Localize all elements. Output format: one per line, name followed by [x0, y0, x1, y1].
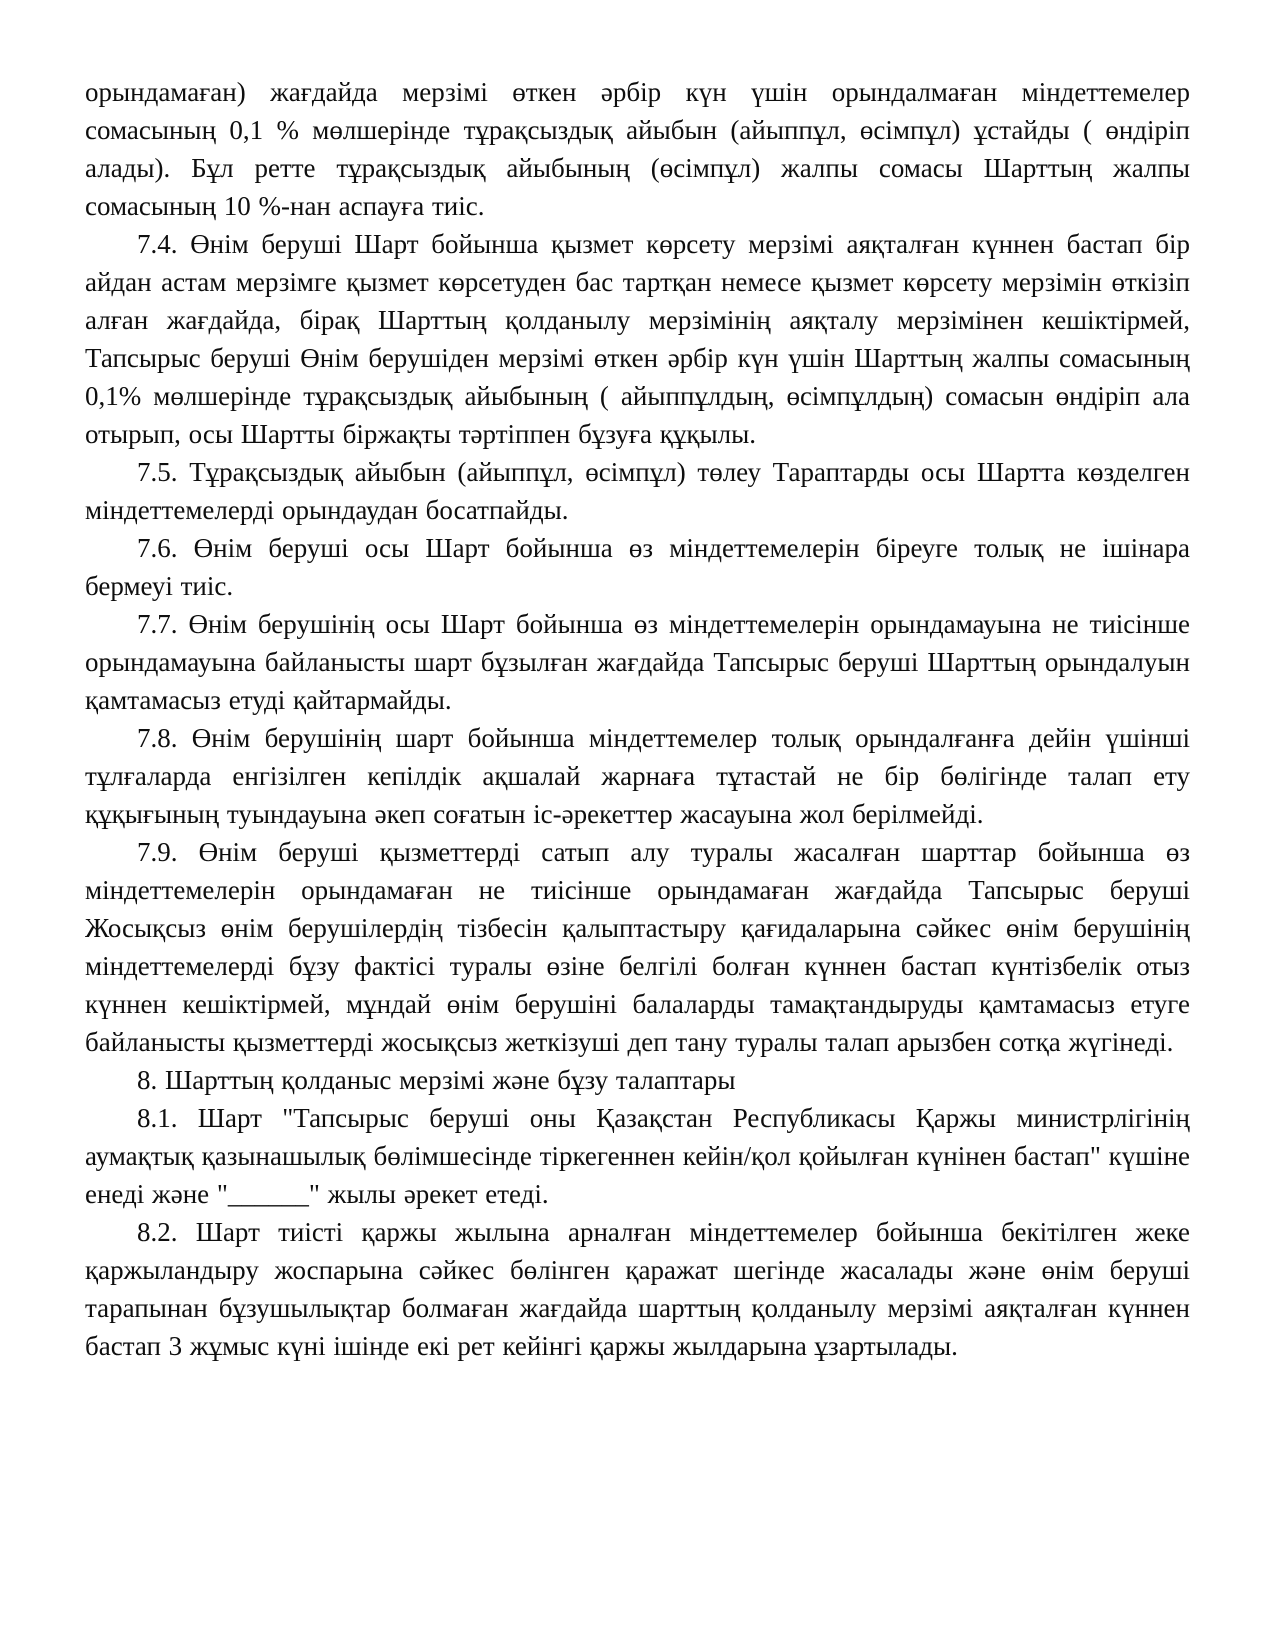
clause-7-4: 7.4. Өнім беруші Шарт бойынша қызмет көрсету мерзімі аяқталған күннен бастап бір айдан астам мерзімге қызмет көрсетуден бас тартқан немесе қызмет көрсету мерзімін өткізіп алған жағдайда, бірақ Шарттың қолданылу мерзімінің аяқталу мерзімінен кешіктірмей, Тапсырыс беруші Өнім берушіден мерзімі өткен әрбір күн үшін Шарттың жалпы сомасының 0,1% мөлшерінде тұрақсыздық айыбының ( айыппұлдың, өсімпұлдың) сомасын өндіріп ала отырып, осы Шартты біржақты тәртіппен бұзуға құқылы. — [85, 229, 1190, 449]
clause-7-7: 7.7. Өнім берушінің осы Шарт бойынша өз міндеттемелерін орындамауына не тиісінше орындамауына байланысты шарт бұзылған жағдайда Тапсырыс беруші Шарттың орындалуын қамтамасыз етуді қайтармайды. — [85, 609, 1190, 715]
document-text-block — [85, 73, 1190, 1365]
clause-7-6: 7.6. Өнім беруші осы Шарт бойынша өз міндеттемелерін біреуге толық не ішінара бермеуі тиіс. — [85, 533, 1190, 601]
clause-7-9: 7.9. Өнім беруші қызметтерді сатып алу туралы жасалған шарттар бойынша өз міндеттемелерін орындамаған не тиісінше орындамаған жағдайда Тапсырыс беруші Жосықсыз өнім берушілердің тізбесін қалыптастыру қағидаларына сәйкес өнім берушінің міндеттемелерді бұзу фактісі туралы өзіне белгілі болған күннен бастап күнтізбелік отыз күннен кешіктірмей, мұндай өнім берушіні балаларды тамақтандыруды қамтамасыз етуге байланысты қызметтерді жосықсыз жеткізуші деп тану туралы талап арызбен сотқа жүгінеді. — [85, 837, 1190, 1057]
clause-7-8: 7.8. Өнім берушінің шарт бойынша міндеттемелер толық орындалғанға дейін үшінші тұлғаларда енгізілген кепілдік ақшалай жарнаға тұтастай не бір бөлігінде талап ету құқығының туындауына әкеп соғатын іс-әрекеттер жасауына жол берілмейді. — [85, 723, 1190, 829]
section-8-heading: 8. Шарттың қолданыс мерзімі және бұзу талаптары — [137, 1065, 736, 1095]
clause-7-5: 7.5. Тұрақсыздық айыбын (айыппұл, өсімпұл) төлеу Тараптарды осы Шартта көзделген міндеттемелерді орындаудан босатпайды. — [85, 457, 1190, 525]
clause-8-1: 8.1. Шарт "Тапсырыс беруші оны Қазақстан Республикасы Қаржы министрлігінің аумақтық қазынашылық бөлімшесінде тіркегеннен кейін/қол қойылған күнінен бастап" күшіне енеді және "______" жылы әрекет етеді. — [85, 1103, 1190, 1209]
clause-8-2: 8.2. Шарт тиісті қаржы жылына арналған міндеттемелер бойынша бекітілген жеке қаржыландыру жоспарына сәйкес бөлінген қаражат шегінде жасалады және өнім беруші тарапынан бұзушылықтар болмаған жағдайда шарттың қолданылу мерзімі аяқталған күннен бастап 3 жұмыс күні ішінде екі рет кейінгі қаржы жылдарына ұзартылады. — [85, 1217, 1190, 1361]
clause-7-3-continuation: орындамаған) жағдайда мерзімі өткен әрбір күн үшін орындалмаған міндеттемелер сомасының 0,1 % мөлшерінде тұрақсыздық айыбын (айыппұл, өсімпұл) ұстайды ( өндіріп алады). Бұл ретте тұрақсыздық айыбының (өсімпұл) жалпы сомасы Шарттың жалпы сомасының 10 %-нан аспауға тиіс. — [85, 77, 1190, 221]
